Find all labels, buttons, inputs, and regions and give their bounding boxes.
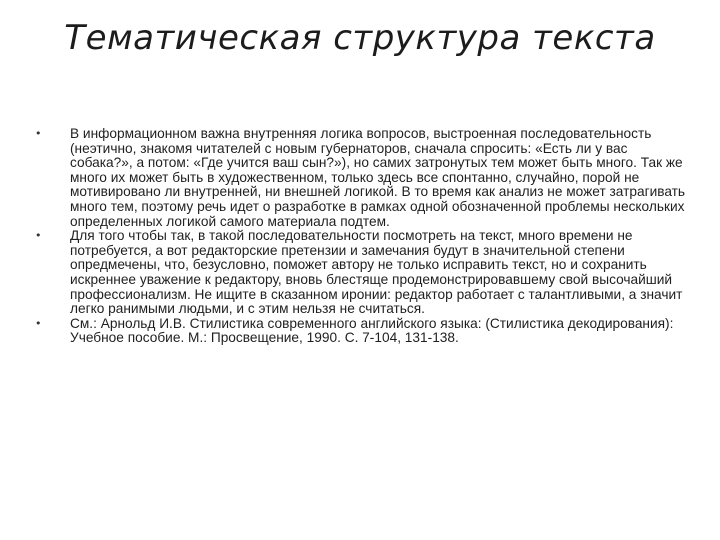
bullet-dot-icon: • (35, 127, 42, 140)
bullet-list (34, 127, 688, 346)
bullet-dot-icon: • (35, 229, 42, 243)
bullet-text: См.: Арнольд И.В. Стилистика современного английского языка: (Стилистика декодирования): Учебное пособие. М.: Просвещение, 1990. С. 7-104, 131-138. (70, 315, 674, 346)
bullet-text: Для того чтобы так, в такой последовательности посмотреть на текст, много времени не потребуется, а вот редакторские претензии и замечания будут в значительной степени опредмечены, что, безусловно, поможет автору не только исправить текст, но и сохранить искреннее уважение к редактору, вновь блестяще продемонстрировавшему свой высочайший профессионализм. Не ищите в сказанном иронии: редактор работает с талантливыми, а значит легко ранимыми людьми, и с этим нельзя не считаться. (70, 228, 683, 317)
bullet-text: В информационном важна внутренняя логика вопросов, выстроенная последовательность (неэтично, знакомя читателей с новым губернаторов, сначала спросить: «Есть ли у вас собака?», а потом: «Где учится ваш сын?»), но самих затронутых тем может быть много. Так же много их может быть в художественном, только здесь все спонтанно, случайно, порой не мотивировано ли внутренней, ни внешней логикой. В то время как анализ не может затрагивать много тем, поэтому речь идет о разработке в рамках одной обозначенной проблемы нескольких определенных логикой самого материала подтем. (70, 126, 686, 229)
bullet-item (34, 229, 688, 317)
slide-title: Тематическая структура текста (64, 18, 656, 58)
bullet-item (34, 317, 688, 346)
bullet-dot-icon: • (35, 316, 42, 330)
bullet-item (34, 127, 688, 229)
